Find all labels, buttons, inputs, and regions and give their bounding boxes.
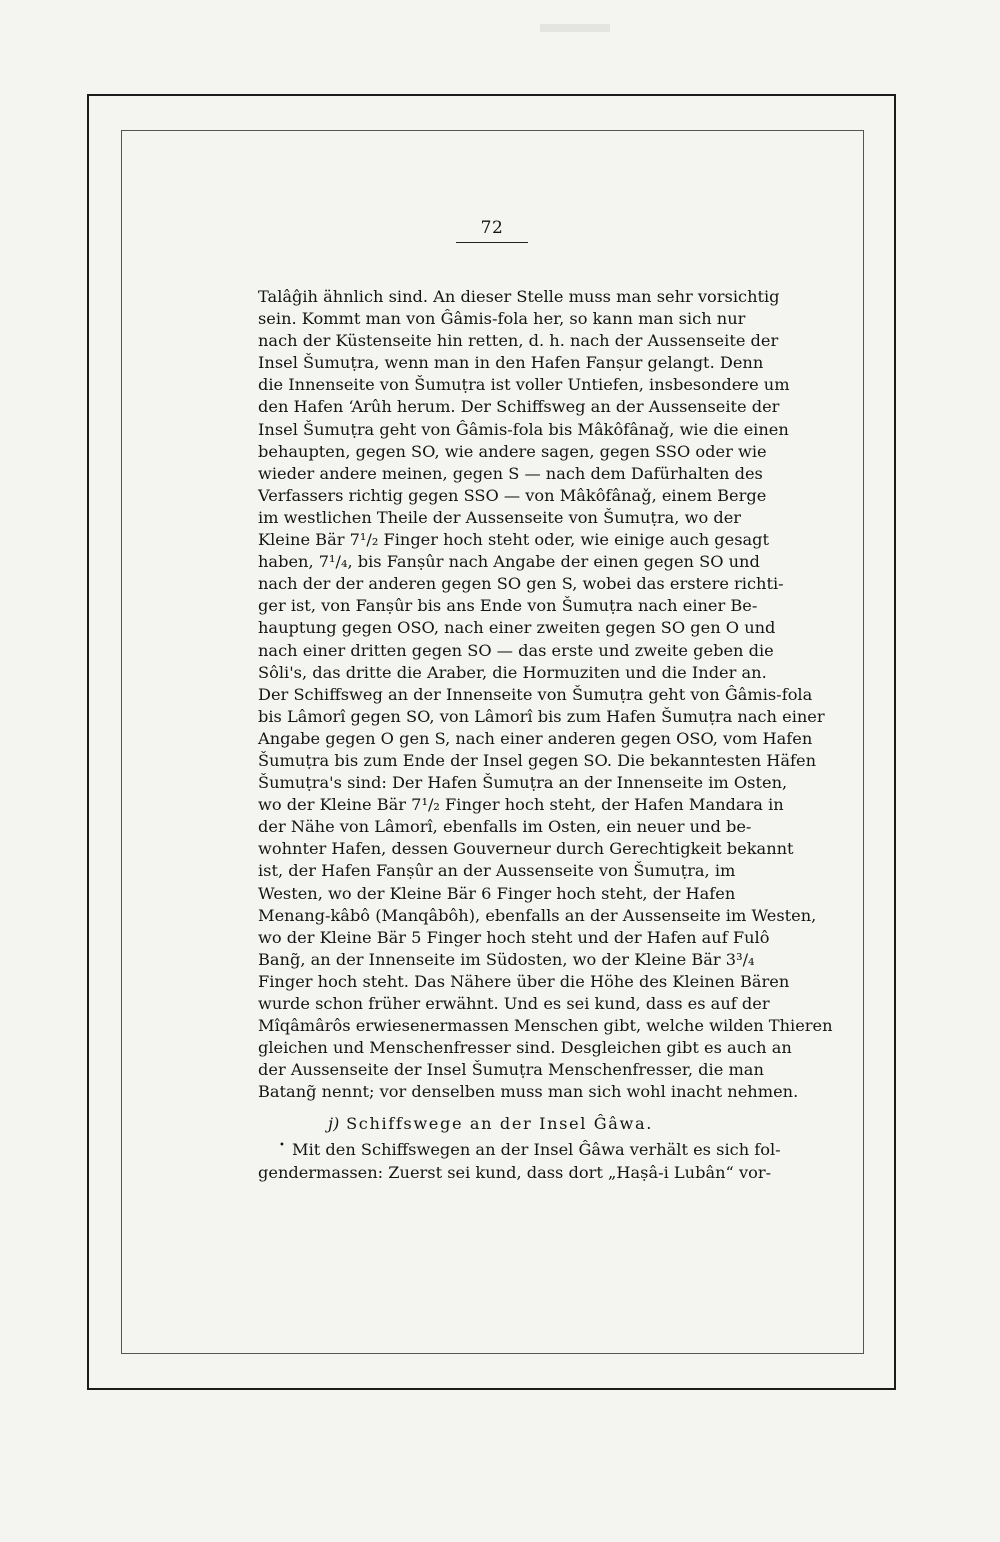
body-text xyxy=(258,286,833,1184)
text-line: hauptung gegen OSO, nach einer zweiten gegen SO gen O und xyxy=(258,618,776,638)
paragraph-2 xyxy=(258,1139,781,1183)
text-line: Mit den Schiffswegen an der Insel Ĝâwa verhält es sich fol- xyxy=(292,1140,781,1160)
text-line: Westen, wo der Kleine Bär 6 Finger hoch steht, der Hafen xyxy=(258,883,736,903)
text-line: der Nähe von Lâmorî, ebenfalls im Osten, ein neuer und be- xyxy=(258,817,752,837)
text-line: wurde schon früher erwähnt. Und es sei kund, dass es auf der xyxy=(258,994,770,1013)
text-line: wieder andere meinen, gegen S — nach dem Dafürhalten des xyxy=(258,463,763,483)
page-number-rule xyxy=(456,242,528,243)
text-line: Batang̃ nennt; vor denselben muss man sich wohl inacht nehmen. xyxy=(258,1082,799,1102)
text-line: Finger hoch steht. Das Nähere über die Höhe des Kleinen Bären xyxy=(258,971,790,991)
text-line: Kleine Bär 7¹/₂ Finger hoch steht oder, wie einige auch gesagt xyxy=(258,530,770,550)
text-line: Sôli's, das dritte die Araber, die Hormuziten und die Inder an. xyxy=(258,662,767,682)
text-line: nach der Küstenseite hin retten, d. h. nach der Aussenseite der xyxy=(258,331,779,351)
text-line: gleichen und Menschenfresser sind. Desgleichen gibt es auch an xyxy=(258,1038,792,1058)
text-line: nach der der anderen gegen SO gen S, wobei das erstere richti- xyxy=(258,574,784,594)
text-line: die Innenseite von Šumuṭra ist voller Untiefen, insbesondere um xyxy=(258,375,790,395)
page-number: 72 xyxy=(480,218,504,238)
text-line: im westlichen Theile der Aussenseite von Šumuṭra, wo der xyxy=(258,507,742,527)
text-line: wohnter Hafen, dessen Gouverneur durch Gerechtigkeit bekannt xyxy=(258,839,794,859)
text-line: wo der Kleine Bär 5 Finger hoch steht und der Hafen auf Fulô xyxy=(258,927,770,947)
text-line: Talâĝih ähnlich sind. An dieser Stelle muss man sehr vorsichtig xyxy=(258,287,780,306)
text-line: ist, der Hafen Fanṣûr an der Aussenseite von Šumuṭra, im xyxy=(258,861,736,881)
section-heading xyxy=(258,1109,724,1139)
text-line: Angabe gegen O gen S, nach einer anderen gegen OSO, vom Hafen xyxy=(258,728,813,748)
section-heading-title: Schiffswege an der Insel Ĝâwa. xyxy=(346,1114,653,1134)
text-line: Bang̃, an der Innenseite im Südosten, wo der Kleine Bär 3³/₄ xyxy=(258,949,755,969)
text-line: Insel Šumuṭra, wenn man in den Hafen Fanṣur gelangt. Denn xyxy=(258,353,764,373)
bullet-mark: • xyxy=(279,1140,285,1151)
text-line: Insel Šumuṭra geht von Ĝâmis-fola bis Mâkôfânaǧ, wie die einen xyxy=(258,419,789,439)
text-line: gendermassen: Zuerst sei kund, dass dort „Haṣâ-i Lubân“ vor- xyxy=(258,1162,772,1182)
text-line: nach einer dritten gegen SO — das erste und zweite geben die xyxy=(258,640,774,660)
text-line: behaupten, gegen SO, wie andere sagen, gegen SSO oder wie xyxy=(258,441,767,461)
text-line: Verfassers richtig gegen SSO — von Mâkôfânaǧ, einem Berge xyxy=(258,485,767,505)
text-line: Menang-kâbô (Manqâbôh), ebenfalls an der Aussenseite im Westen, xyxy=(258,905,817,925)
text-line: der Aussenseite der Insel Šumuṭra Menschenfresser, die man xyxy=(258,1060,764,1080)
text-line: Šumuṭra bis zum Ende der Insel gegen SO. Die bekanntesten Häfen xyxy=(258,750,817,770)
section-heading-marker: j) xyxy=(328,1114,340,1134)
text-line: ger ist, von Fanṣûr bis ans Ende von Šumuṭra nach einer Be- xyxy=(258,596,758,616)
text-line: den Hafen ʻArûh herum. Der Schiffsweg an der Aussenseite der xyxy=(258,397,780,417)
text-line: wo der Kleine Bär 7¹/₂ Finger hoch steht, der Hafen Mandara in xyxy=(258,795,784,815)
text-line: Šumuṭra's sind: Der Hafen Šumuṭra an der Innenseite im Osten, xyxy=(258,773,788,793)
text-line: sein. Kommt man von Ĝâmis-fola her, so kann man sich nur xyxy=(258,309,746,329)
text-line: bis Lâmorî gegen SO, von Lâmorî bis zum Hafen Šumuṭra nach einer xyxy=(258,706,825,726)
paragraph-1 xyxy=(258,286,833,1103)
text-line: Mîqâmârôs erwiesenermassen Menschen gibt, welche wilden Thieren xyxy=(258,1016,833,1036)
scan-smudge xyxy=(540,24,610,32)
text-line: Der Schiffsweg an der Innenseite von Šumuṭra geht von Ĝâmis-fola xyxy=(258,684,813,704)
text-line: haben, 7¹/₄, bis Fanṣûr nach Angabe der einen gegen SO und xyxy=(258,552,760,572)
